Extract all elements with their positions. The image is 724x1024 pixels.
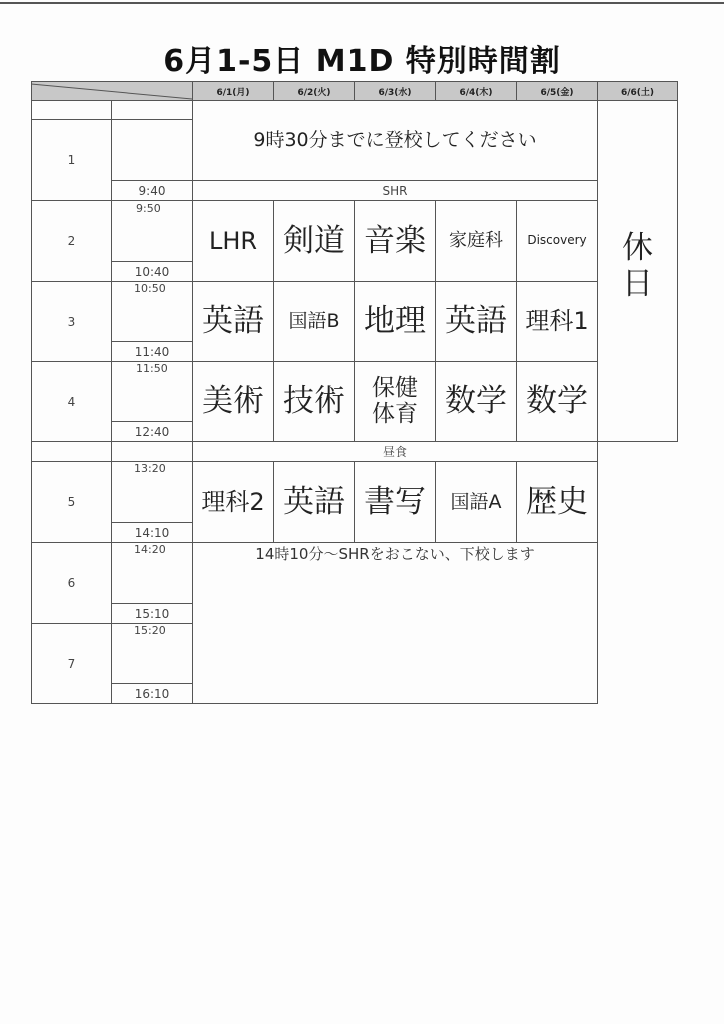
- time-start: 13:20: [134, 462, 166, 475]
- time-end: 12:40: [111, 421, 193, 442]
- date-header: 6/4(木): [435, 81, 517, 101]
- subject-cell: 家庭科: [435, 200, 517, 282]
- date-header: 6/6(土): [597, 81, 678, 101]
- subject-cell: 数学: [516, 361, 598, 442]
- time-cell: [111, 119, 193, 181]
- blank-cell: [31, 441, 112, 462]
- period-number: 3: [31, 281, 112, 362]
- subject-cell: 数学: [435, 361, 517, 442]
- time-start: 15:20: [134, 624, 166, 637]
- time-start: 10:50: [134, 282, 166, 295]
- subject-cell: 理科1: [516, 281, 598, 362]
- subject-cell: 音楽: [354, 200, 436, 282]
- date-header: 6/3(水): [354, 81, 436, 101]
- subject-cell: 英語: [435, 281, 517, 362]
- period-number: 4: [31, 361, 112, 442]
- subject-cell: 国語A: [435, 461, 517, 543]
- blank-cell: [111, 100, 193, 120]
- subject-cell: 書写: [354, 461, 436, 543]
- time-end: 16:10: [111, 683, 193, 704]
- period-number: 2: [31, 200, 112, 282]
- subject-cell: 技術: [273, 361, 355, 442]
- subject-cell: 英語: [273, 461, 355, 543]
- subject-cell: 地理: [354, 281, 436, 362]
- arrival-notice: 9時30分までに登校してください: [192, 100, 598, 181]
- subject-cell: 美術: [192, 361, 274, 442]
- date-header: 6/1(月): [192, 81, 274, 101]
- shr-row: SHR: [192, 180, 598, 201]
- time-end: 10:40: [111, 261, 193, 282]
- subject-cell: 剣道: [273, 200, 355, 282]
- holiday-cell: [597, 100, 678, 442]
- time-end: 9:40: [111, 180, 193, 201]
- lunch-row: 昼食: [192, 441, 598, 462]
- time-start: 9:50: [136, 202, 161, 215]
- time-start: 11:50: [136, 362, 168, 375]
- dismissal-notice-cell: [192, 542, 598, 704]
- period-number: 5: [31, 461, 112, 543]
- subject-cell: 理科2: [192, 461, 274, 543]
- period-number: 6: [31, 542, 112, 624]
- time-end: 15:10: [111, 603, 193, 624]
- period-number: 7: [31, 623, 112, 704]
- page-title: 6月1-5日 M1D 特別時間割: [163, 44, 561, 79]
- blank-cell: [111, 441, 193, 462]
- period-number: 1: [31, 119, 112, 201]
- subject-cell: [354, 361, 436, 442]
- header-diagonal: [31, 81, 192, 100]
- subject-cell: LHR: [192, 200, 274, 282]
- date-header: 6/5(金): [516, 81, 598, 101]
- dismissal-notice: 14時10分～SHRをおこない、下校します: [255, 545, 535, 563]
- blank-cell: [31, 100, 112, 120]
- subject-cell: Discovery: [516, 200, 598, 282]
- subject-cell: 英語: [192, 281, 274, 362]
- holiday-label: 休 日: [622, 230, 653, 302]
- time-end: 14:10: [111, 522, 193, 543]
- date-header: 6/2(火): [273, 81, 355, 101]
- subject-label: 保健 体育: [372, 375, 418, 427]
- subject-cell: 歴史: [516, 461, 598, 543]
- subject-cell: 国語B: [273, 281, 355, 362]
- time-end: 11:40: [111, 341, 193, 362]
- time-start: 14:20: [134, 543, 166, 556]
